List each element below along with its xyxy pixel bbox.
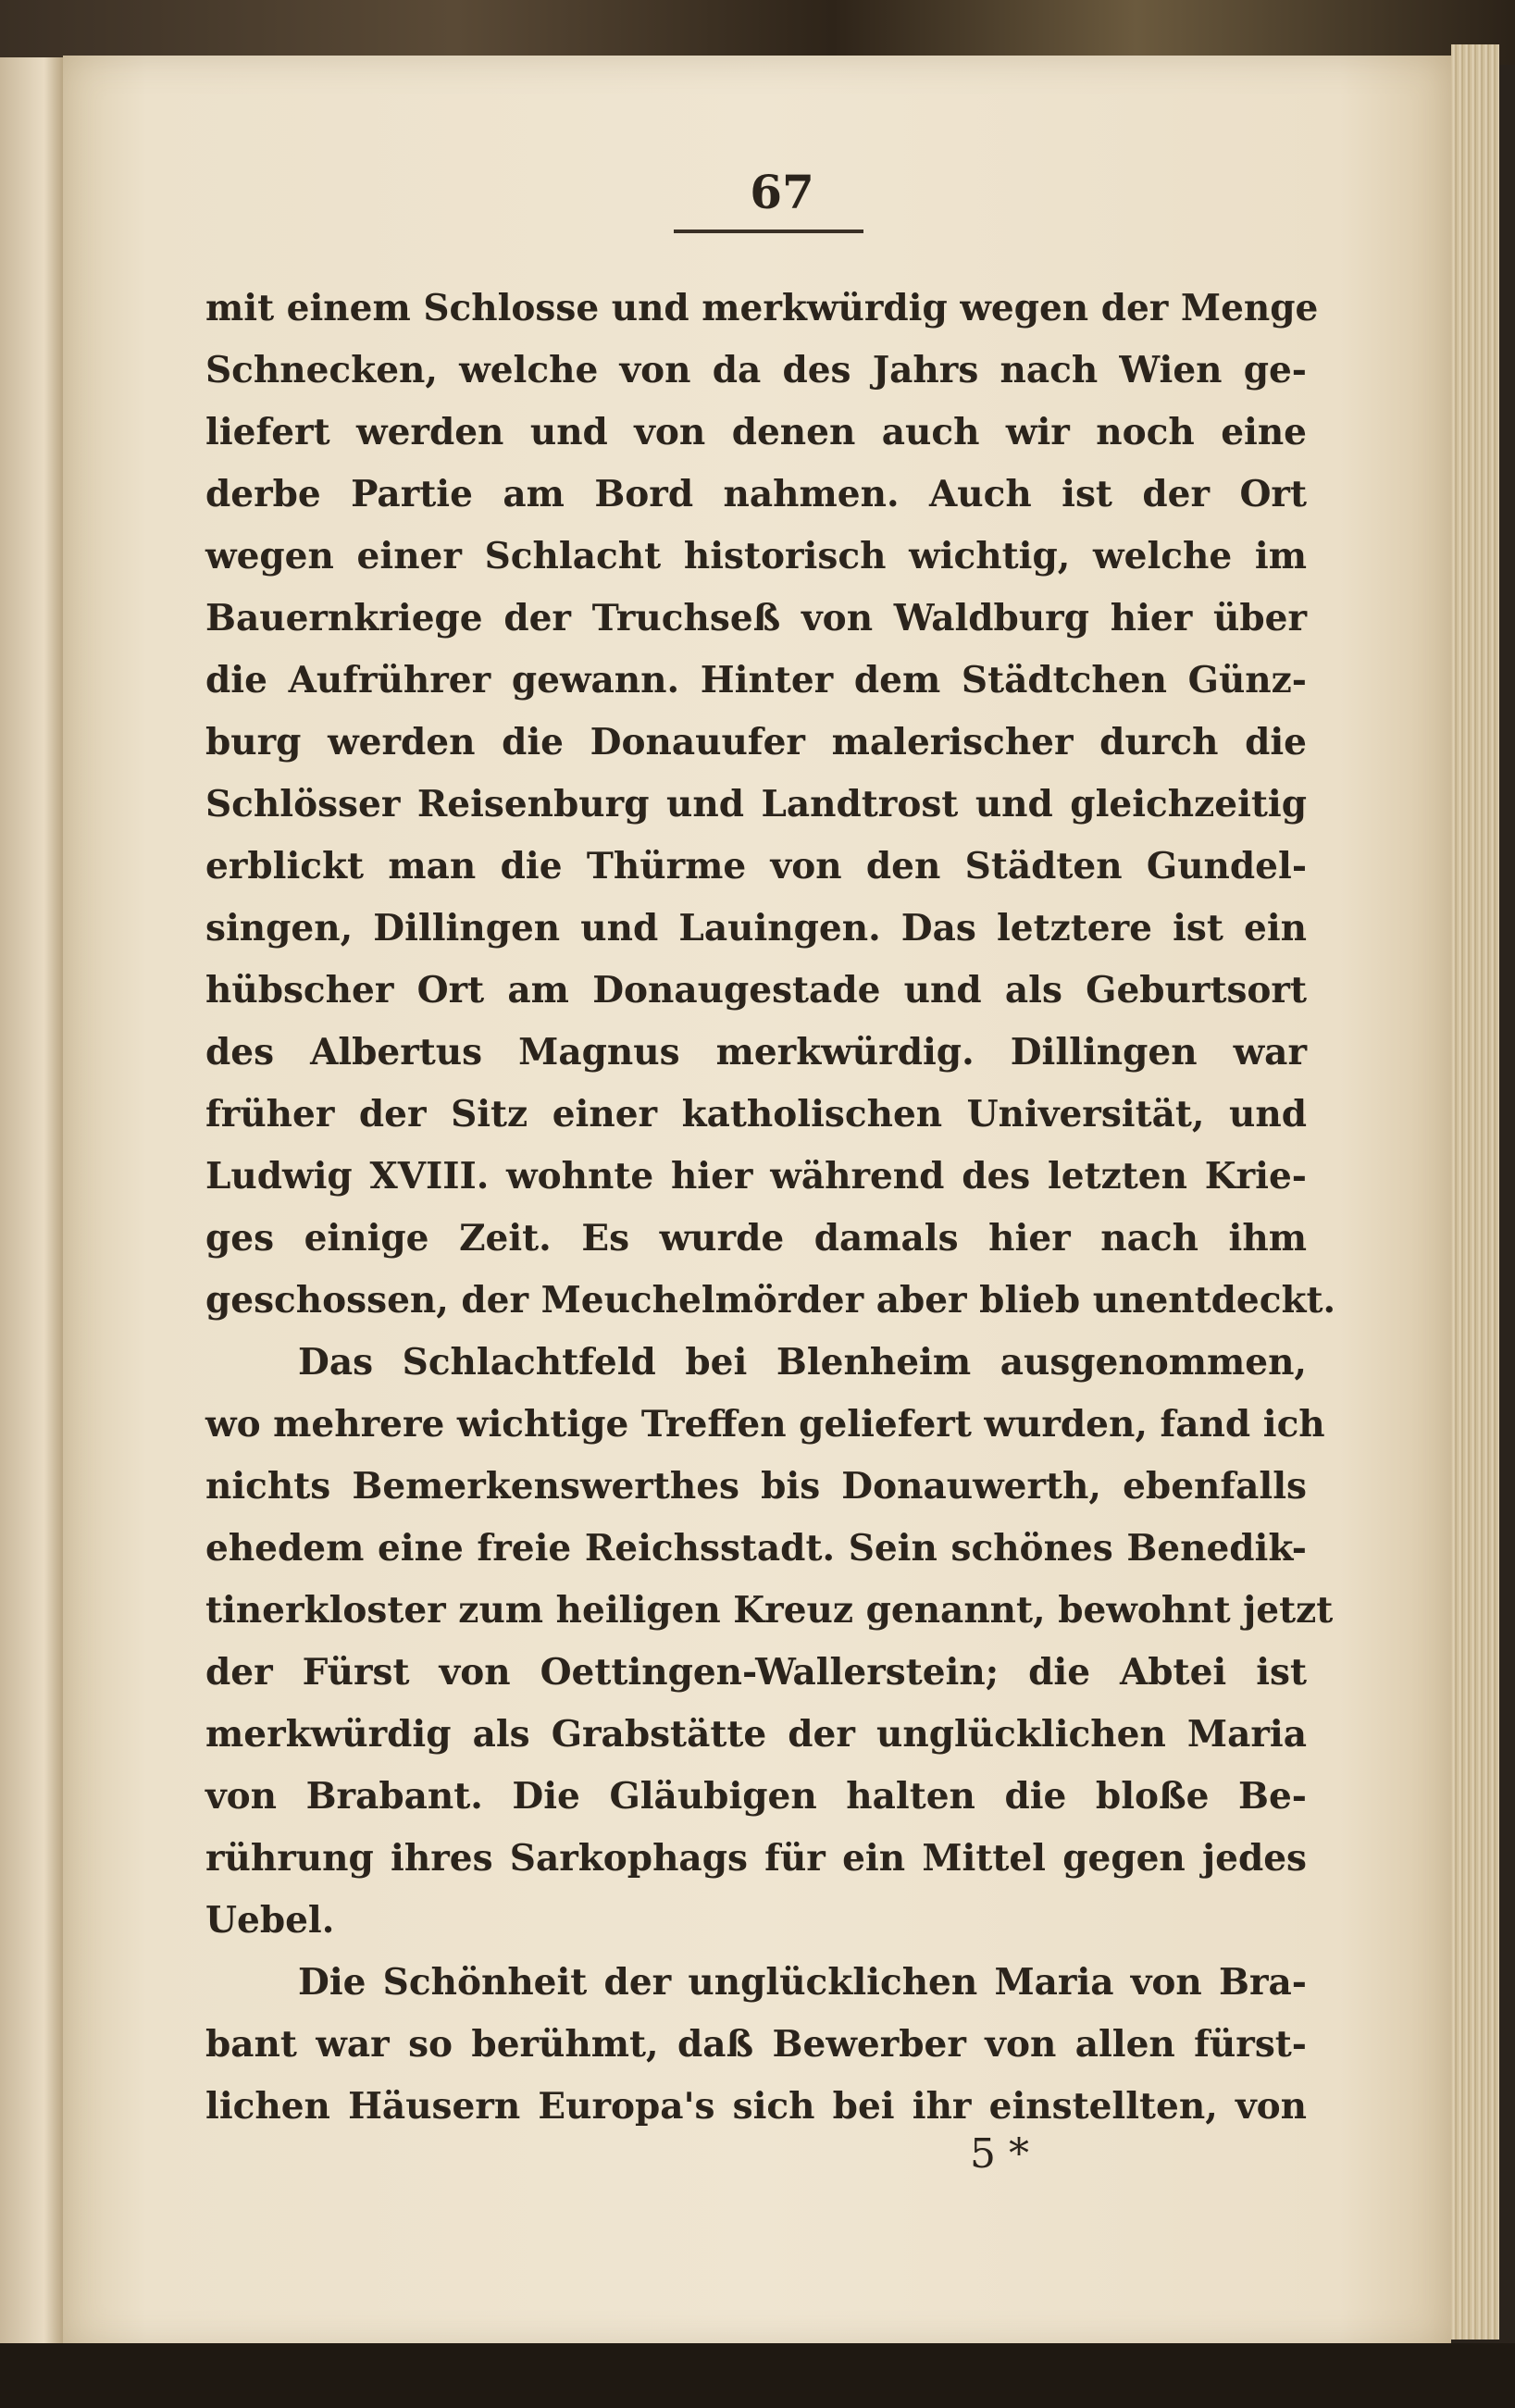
text-line: wo mehrere wichtige Treffen geliefert wurden, fand ich xyxy=(205,1403,1325,1446)
text-line: derbe Partie am Bord nahmen. Auch ist der Ort xyxy=(205,473,1307,515)
paragraph xyxy=(205,1332,1334,1952)
text-line: liefert werden und von denen auch wir noch eine xyxy=(205,411,1307,453)
text-line: Schlösser Reisenburg und Landtrost und gleichzeitig xyxy=(205,783,1307,825)
text-line: merkwürdig als Grabstätte der unglücklichen Maria xyxy=(205,1713,1307,1756)
text-line: tinerkloster zum heiligen Kreuz genannt, bewohnt jetzt xyxy=(205,1589,1334,1632)
text-line: wegen einer Schlacht historisch wichtig, welche im xyxy=(205,535,1307,577)
text-line: von Brabant. Die Gläubigen halten die bloße Be- xyxy=(205,1775,1307,1818)
page-text xyxy=(205,278,1336,2138)
text-line: ges einige Zeit. Es wurde damals hier nach ihm xyxy=(205,1217,1307,1260)
text-line: nichts Bemerkenswerthes bis Donauwerth, ebenfalls xyxy=(205,1465,1307,1508)
text-line: früher der Sitz einer katholischen Universität, und xyxy=(205,1093,1307,1136)
text-line: der Fürst von Oettingen-Wallerstein; die Abtei ist xyxy=(205,1651,1307,1694)
printer-signature-mark: 5 * xyxy=(970,2130,1029,2178)
text-line: Uebel. xyxy=(205,1899,335,1942)
text-line: ehedem eine freie Reichsstadt. Sein schönes Benedik- xyxy=(205,1527,1307,1570)
text-line: Das Schlachtfeld bei Blenheim ausgenommen, xyxy=(298,1341,1307,1384)
page-number-rule xyxy=(674,230,863,233)
text-line: Schnecken, welche von da des Jahrs nach Wien ge- xyxy=(205,349,1307,391)
text-line: Ludwig XVIII. wohnte hier während des letzten Krie- xyxy=(205,1155,1307,1198)
text-line: singen, Dillingen und Lauingen. Das letztere ist ein xyxy=(205,907,1307,950)
text-line: lichen Häusern Europa's sich bei ihr einstellten, von xyxy=(205,2085,1307,2128)
text-line: geschossen, der Meuchelmörder aber blieb unentdeckt. xyxy=(205,1279,1336,1322)
page-number: 67 xyxy=(750,165,814,219)
text-line: Die Schönheit der unglücklichen Maria von Bra- xyxy=(298,1961,1307,2004)
paragraph xyxy=(205,1952,1307,2138)
book-bottom-edge xyxy=(0,2343,1515,2408)
text-line: des Albertus Magnus merkwürdig. Dillingen war xyxy=(205,1031,1307,1074)
paragraph xyxy=(205,278,1336,1332)
text-line: Bauernkriege der Truchseß von Waldburg hier über xyxy=(205,597,1307,639)
text-line: mit einem Schlosse und merkwürdig wegen der Menge xyxy=(205,287,1319,329)
text-line: rührung ihres Sarkophags für ein Mittel gegen jedes xyxy=(205,1837,1307,1880)
text-line: burg werden die Donauufer malerischer durch die xyxy=(205,721,1307,763)
facing-page-edge xyxy=(0,57,63,2343)
text-line: bant war so berühmt, daß Bewerber von allen fürst- xyxy=(205,2023,1307,2066)
page-stack-edge xyxy=(1451,44,1499,2340)
text-line: die Aufrührer gewann. Hinter dem Städtchen Günz- xyxy=(205,659,1307,701)
text-line: hübscher Ort am Donaugestade und als Geburtsort xyxy=(205,969,1307,1012)
text-line: erblickt man die Thürme von den Städten Gundel- xyxy=(205,845,1307,887)
